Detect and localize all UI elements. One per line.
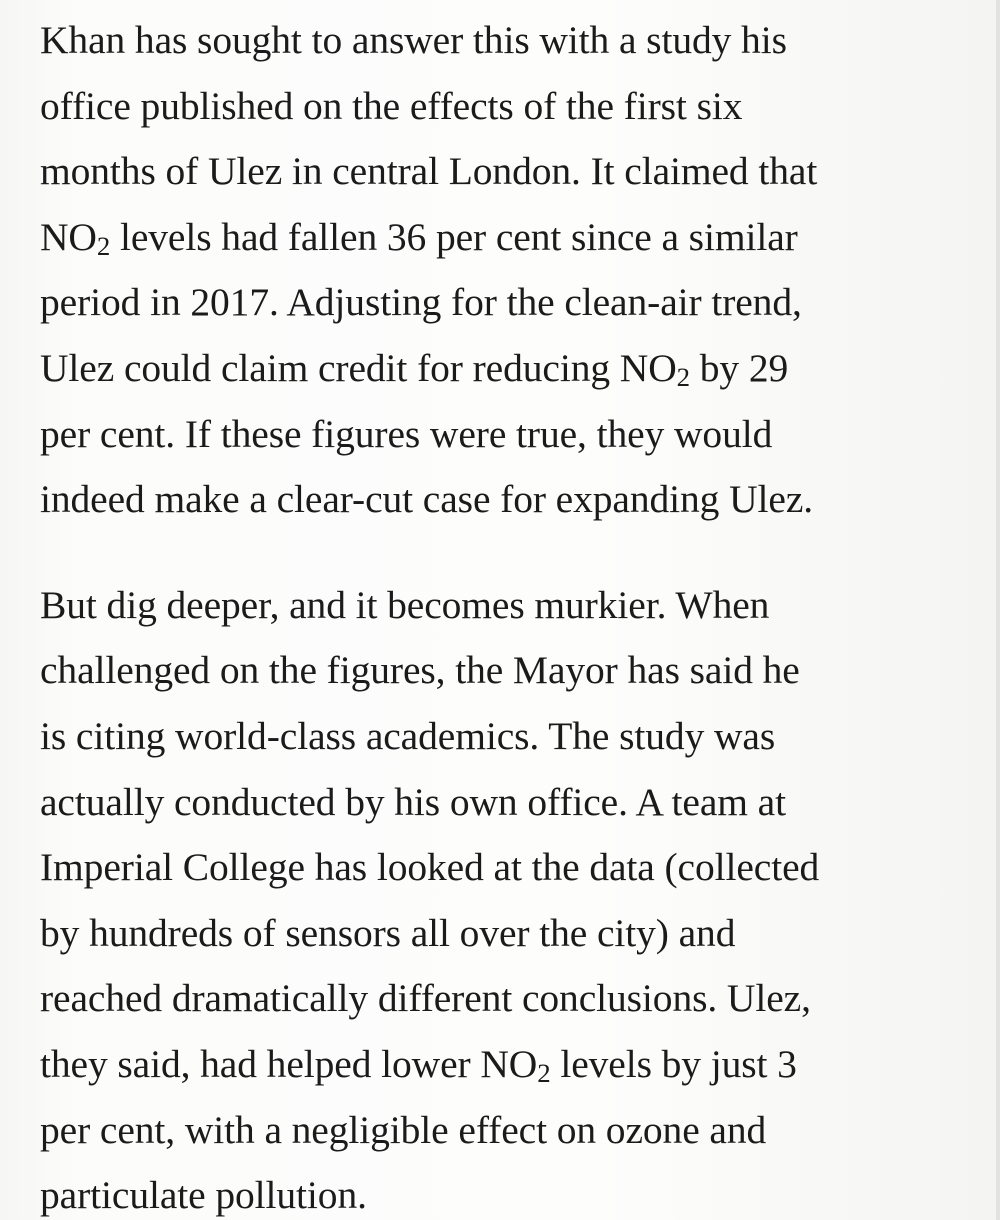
text-line (40, 205, 972, 271)
text-line (40, 770, 972, 836)
text-line (40, 901, 972, 967)
text-segment: per cent. If these figures were true, they would (40, 411, 773, 456)
text-line (40, 336, 972, 402)
text-line (40, 1163, 972, 1220)
text-segment: Khan has sought to answer this with a study his (40, 18, 787, 62)
text-segment: actually conducted by his own office. A team at (40, 779, 786, 824)
text-line (40, 638, 972, 704)
text-segment: is citing world-class academics. The study was (40, 713, 776, 758)
text-segment: months of Ulez in central London. It claimed that (40, 149, 818, 194)
text-segment: they said, had helped lower NO (40, 1041, 538, 1086)
paragraph (40, 573, 972, 1220)
text-segment: levels had fallen 36 per cent since a similar (110, 214, 798, 259)
paragraph (40, 8, 972, 533)
article-body (40, 8, 972, 1220)
text-segment: levels by just 3 (550, 1041, 797, 1086)
text-segment: Ulez could claim credit for reducing NO (40, 345, 677, 390)
text-segment: NO (40, 214, 97, 259)
text-line (40, 966, 972, 1032)
page-edge (996, 0, 1000, 1220)
text-segment: Imperial College has looked at the data (collected (40, 845, 820, 890)
text-segment: office published on the effects of the first six (40, 83, 743, 128)
text-line (40, 8, 972, 74)
text-line (40, 467, 972, 533)
text-line (40, 1098, 972, 1164)
subscript: 2 (96, 230, 111, 261)
text-segment: But dig deeper, and it becomes murkier. When (40, 582, 770, 627)
text-line (40, 270, 972, 336)
text-line (40, 1032, 972, 1098)
text-line (40, 573, 972, 639)
text-line (40, 835, 972, 901)
text-segment: challenged on the figures, the Mayor has said he (40, 648, 800, 693)
subscript: 2 (537, 1057, 551, 1088)
text-line (40, 139, 972, 205)
text-segment: reached dramatically different conclusions. Ulez, (40, 976, 811, 1021)
text-line (40, 704, 972, 770)
text-segment: particulate pollution. (40, 1173, 367, 1218)
text-segment: indeed make a clear-cut case for expanding Ulez. (40, 477, 814, 522)
text-segment: by 29 (689, 345, 789, 390)
subscript: 2 (676, 361, 690, 392)
text-line (40, 74, 972, 140)
text-segment: per cent, with a negligible effect on ozone and (40, 1107, 767, 1152)
text-segment: by hundreds of sensors all over the city) and (40, 910, 736, 955)
text-line (40, 402, 972, 468)
text-segment: period in 2017. Adjusting for the clean-air trend, (40, 280, 802, 325)
